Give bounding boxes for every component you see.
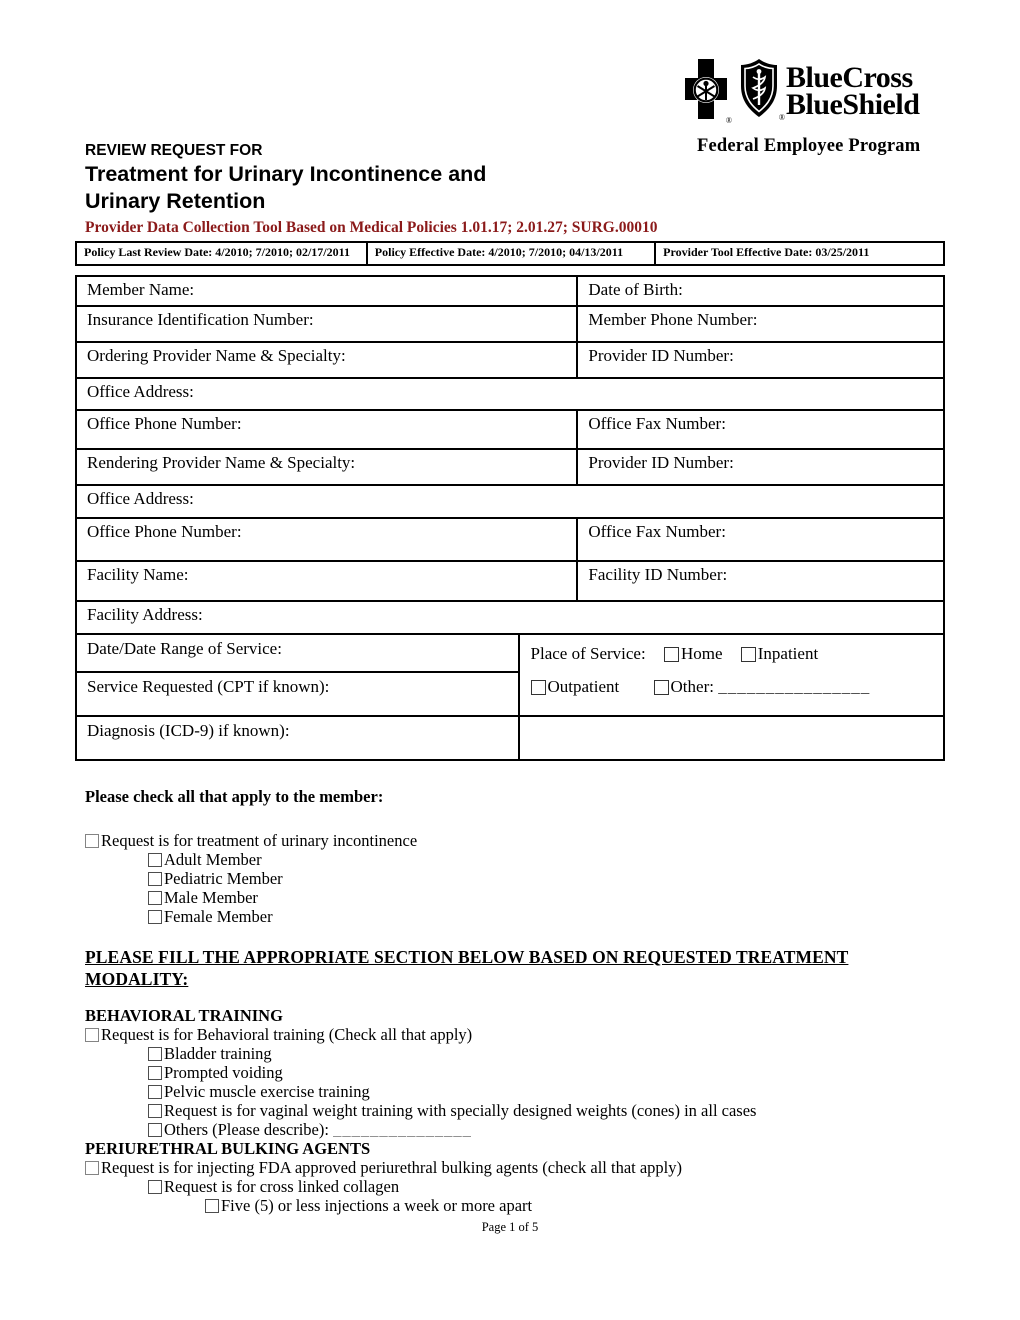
male-member-checkbox[interactable] xyxy=(148,891,162,905)
checkbox-line xyxy=(148,1177,945,1196)
service-requested-field[interactable]: Service Requested (CPT if known): xyxy=(77,673,520,717)
policy-dates-bar xyxy=(75,241,945,266)
page-title-line1: Treatment for Urinary Incontinence and xyxy=(85,162,487,186)
provider-form-table xyxy=(75,275,945,761)
place-of-service-label: Place of Service: xyxy=(530,644,646,663)
female-member-checkbox[interactable] xyxy=(148,910,162,924)
policy-subtitle: Provider Data Collection Tool Based on Medical Policies 1.01.17; 2.01.27; SURG.00010 xyxy=(85,219,658,236)
provider-tool-effective-date: Provider Tool Effective Date: 03/25/2011 xyxy=(654,243,943,264)
others-label: Others (Please describe): xyxy=(164,1120,334,1139)
checkbox-label: Request is for vaginal weight training with specially designed weights (cones) in all cases xyxy=(164,1101,757,1120)
member-phone-field[interactable]: Member Phone Number: xyxy=(588,310,758,329)
policy-effective-date: Policy Effective Date: 4/2010; 7/2010; 04/13/2011 xyxy=(366,243,654,264)
prompted-voiding-checkbox[interactable] xyxy=(148,1066,162,1080)
checkbox-label: Bladder training xyxy=(164,1044,272,1063)
periurethral-bulking-checkbox[interactable] xyxy=(85,1161,99,1175)
checkbox-label: Request is for Behavioral training (Check all that apply) xyxy=(101,1025,473,1044)
others-checkbox[interactable] xyxy=(148,1123,162,1137)
policy-last-review-date: Policy Last Review Date: 4/2010; 7/2010; 02/17/2011 xyxy=(84,245,350,259)
facility-name-field[interactable]: Facility Name: xyxy=(77,562,578,600)
others-blank-line[interactable]: _______________ xyxy=(333,1120,472,1139)
behavioral-training-checkbox[interactable] xyxy=(85,1028,99,1042)
other-option-label: Other: xyxy=(670,677,714,696)
outpatient-checkbox[interactable] xyxy=(531,680,546,695)
place-of-service-line1 xyxy=(531,644,943,664)
office-fax-field[interactable]: Office Fax Number: xyxy=(588,522,726,541)
date-of-birth-field[interactable]: Date of Birth: xyxy=(588,280,683,299)
checkbox-label: Pediatric Member xyxy=(164,869,283,888)
checkbox-label: Prompted voiding xyxy=(164,1063,283,1082)
table-row xyxy=(75,305,945,343)
behavioral-training-heading: BEHAVIORAL TRAINING xyxy=(85,1006,283,1025)
date-range-of-service-field[interactable]: Date/Date Range of Service: xyxy=(77,635,520,673)
inpatient-checkbox[interactable] xyxy=(741,647,756,662)
office-address-field[interactable]: Office Address: xyxy=(75,377,945,411)
pediatric-member-checkbox[interactable] xyxy=(148,872,162,886)
home-option-label: Home xyxy=(680,644,723,663)
blue-shield-icon xyxy=(739,58,785,125)
checkbox-line xyxy=(148,907,945,926)
provider-id-field[interactable]: Provider ID Number: xyxy=(588,346,734,365)
inpatient-option-label: Inpatient xyxy=(757,644,819,663)
provider-id-field[interactable]: Provider ID Number: xyxy=(588,453,734,472)
ordering-provider-field[interactable]: Ordering Provider Name & Specialty: xyxy=(77,343,578,377)
checkbox-line xyxy=(85,1158,945,1177)
treatment-modality-banner: PLEASE FILL THE APPROPRIATE SECTION BELOW BASED ON REQUESTED TREATMENT MODALITY: xyxy=(85,947,849,989)
page-number: Page 1 of 5 xyxy=(481,1220,539,1234)
home-checkbox[interactable] xyxy=(664,647,679,662)
bladder-training-checkbox[interactable] xyxy=(148,1047,162,1061)
checkbox-line xyxy=(148,869,945,888)
registered-trademark: ® xyxy=(725,116,732,125)
service-section xyxy=(75,633,945,761)
office-phone-field[interactable]: Office Phone Number: xyxy=(77,411,578,448)
other-blank-line[interactable]: ________________ xyxy=(718,677,871,696)
office-phone-field[interactable]: Office Phone Number: xyxy=(77,519,578,560)
registered-trademark: ® xyxy=(778,113,785,122)
checkbox-label: Female Member xyxy=(164,907,273,926)
table-row xyxy=(75,517,945,562)
other-checkbox[interactable] xyxy=(654,680,669,695)
member-checklist-intro: Please check all that apply to the member: xyxy=(85,787,384,806)
insurance-id-field[interactable]: Insurance Identification Number: xyxy=(77,307,578,341)
checkbox-line xyxy=(148,850,945,869)
checkbox-label: Request is for cross linked collagen xyxy=(164,1177,400,1196)
outpatient-option-label: Outpatient xyxy=(547,677,620,696)
checkbox-label: Pelvic muscle exercise training xyxy=(164,1082,370,1101)
checkbox-line xyxy=(148,1082,945,1101)
checkbox-label: Male Member xyxy=(164,888,258,907)
vaginal-weight-training-checkbox[interactable] xyxy=(148,1104,162,1118)
checkbox-line xyxy=(148,1063,945,1082)
rendering-provider-field[interactable]: Rendering Provider Name & Specialty: xyxy=(77,450,578,484)
periurethral-heading: PERIURETHRAL BULKING AGENTS xyxy=(85,1139,371,1158)
checkbox-label: Request is for injecting FDA approved periurethral bulking agents (check all that apply) xyxy=(101,1158,683,1177)
brand-wordmark xyxy=(786,61,920,121)
diagnosis-value-cell[interactable] xyxy=(520,717,943,759)
member-name-field[interactable]: Member Name: xyxy=(77,277,578,305)
checkbox-line xyxy=(205,1196,945,1215)
table-row xyxy=(75,448,945,486)
checkbox-line xyxy=(85,831,945,850)
place-of-service-line2 xyxy=(531,677,943,697)
adult-member-checkbox[interactable] xyxy=(148,853,162,867)
cross-linked-collagen-checkbox[interactable] xyxy=(148,1180,162,1194)
checkbox-line xyxy=(148,1101,945,1120)
checkbox-line xyxy=(148,1120,945,1139)
review-request-eyebrow: REVIEW REQUEST FOR xyxy=(85,142,263,159)
checkbox-line xyxy=(148,1044,945,1063)
five-or-less-injections-checkbox[interactable] xyxy=(205,1199,219,1213)
facility-address-field[interactable]: Facility Address: xyxy=(75,600,945,635)
brand-name-line2: BlueShield xyxy=(786,88,920,121)
pelvic-muscle-exercise-checkbox[interactable] xyxy=(148,1085,162,1099)
behavioral-training-section xyxy=(85,1006,945,1215)
checkbox-label: Adult Member xyxy=(164,850,262,869)
place-of-service-cell xyxy=(520,635,943,717)
checkbox-label: Request is for treatment of urinary incontinence xyxy=(101,831,418,850)
table-row xyxy=(75,560,945,602)
table-row xyxy=(75,341,945,379)
diagnosis-field[interactable]: Diagnosis (ICD-9) if known): xyxy=(77,717,520,759)
document-page xyxy=(75,141,945,1215)
office-address-field[interactable]: Office Address: xyxy=(75,484,945,519)
facility-id-field[interactable]: Facility ID Number: xyxy=(588,565,728,584)
table-row xyxy=(75,275,945,307)
checkbox-line xyxy=(85,1025,945,1044)
urinary-incontinence-checkbox[interactable] xyxy=(85,834,99,848)
brand-program-name: Federal Employee Program xyxy=(697,136,921,156)
table-row xyxy=(75,409,945,450)
page-title-line2: Urinary Retention xyxy=(85,189,266,213)
checkbox-line xyxy=(148,888,945,907)
brand-name-line1: BlueCross xyxy=(786,61,913,94)
checkbox-label: Five (5) or less injections a week or more apart xyxy=(221,1196,533,1215)
member-checklist xyxy=(85,831,945,926)
blue-cross-icon xyxy=(684,58,732,127)
office-fax-field[interactable]: Office Fax Number: xyxy=(588,414,726,433)
